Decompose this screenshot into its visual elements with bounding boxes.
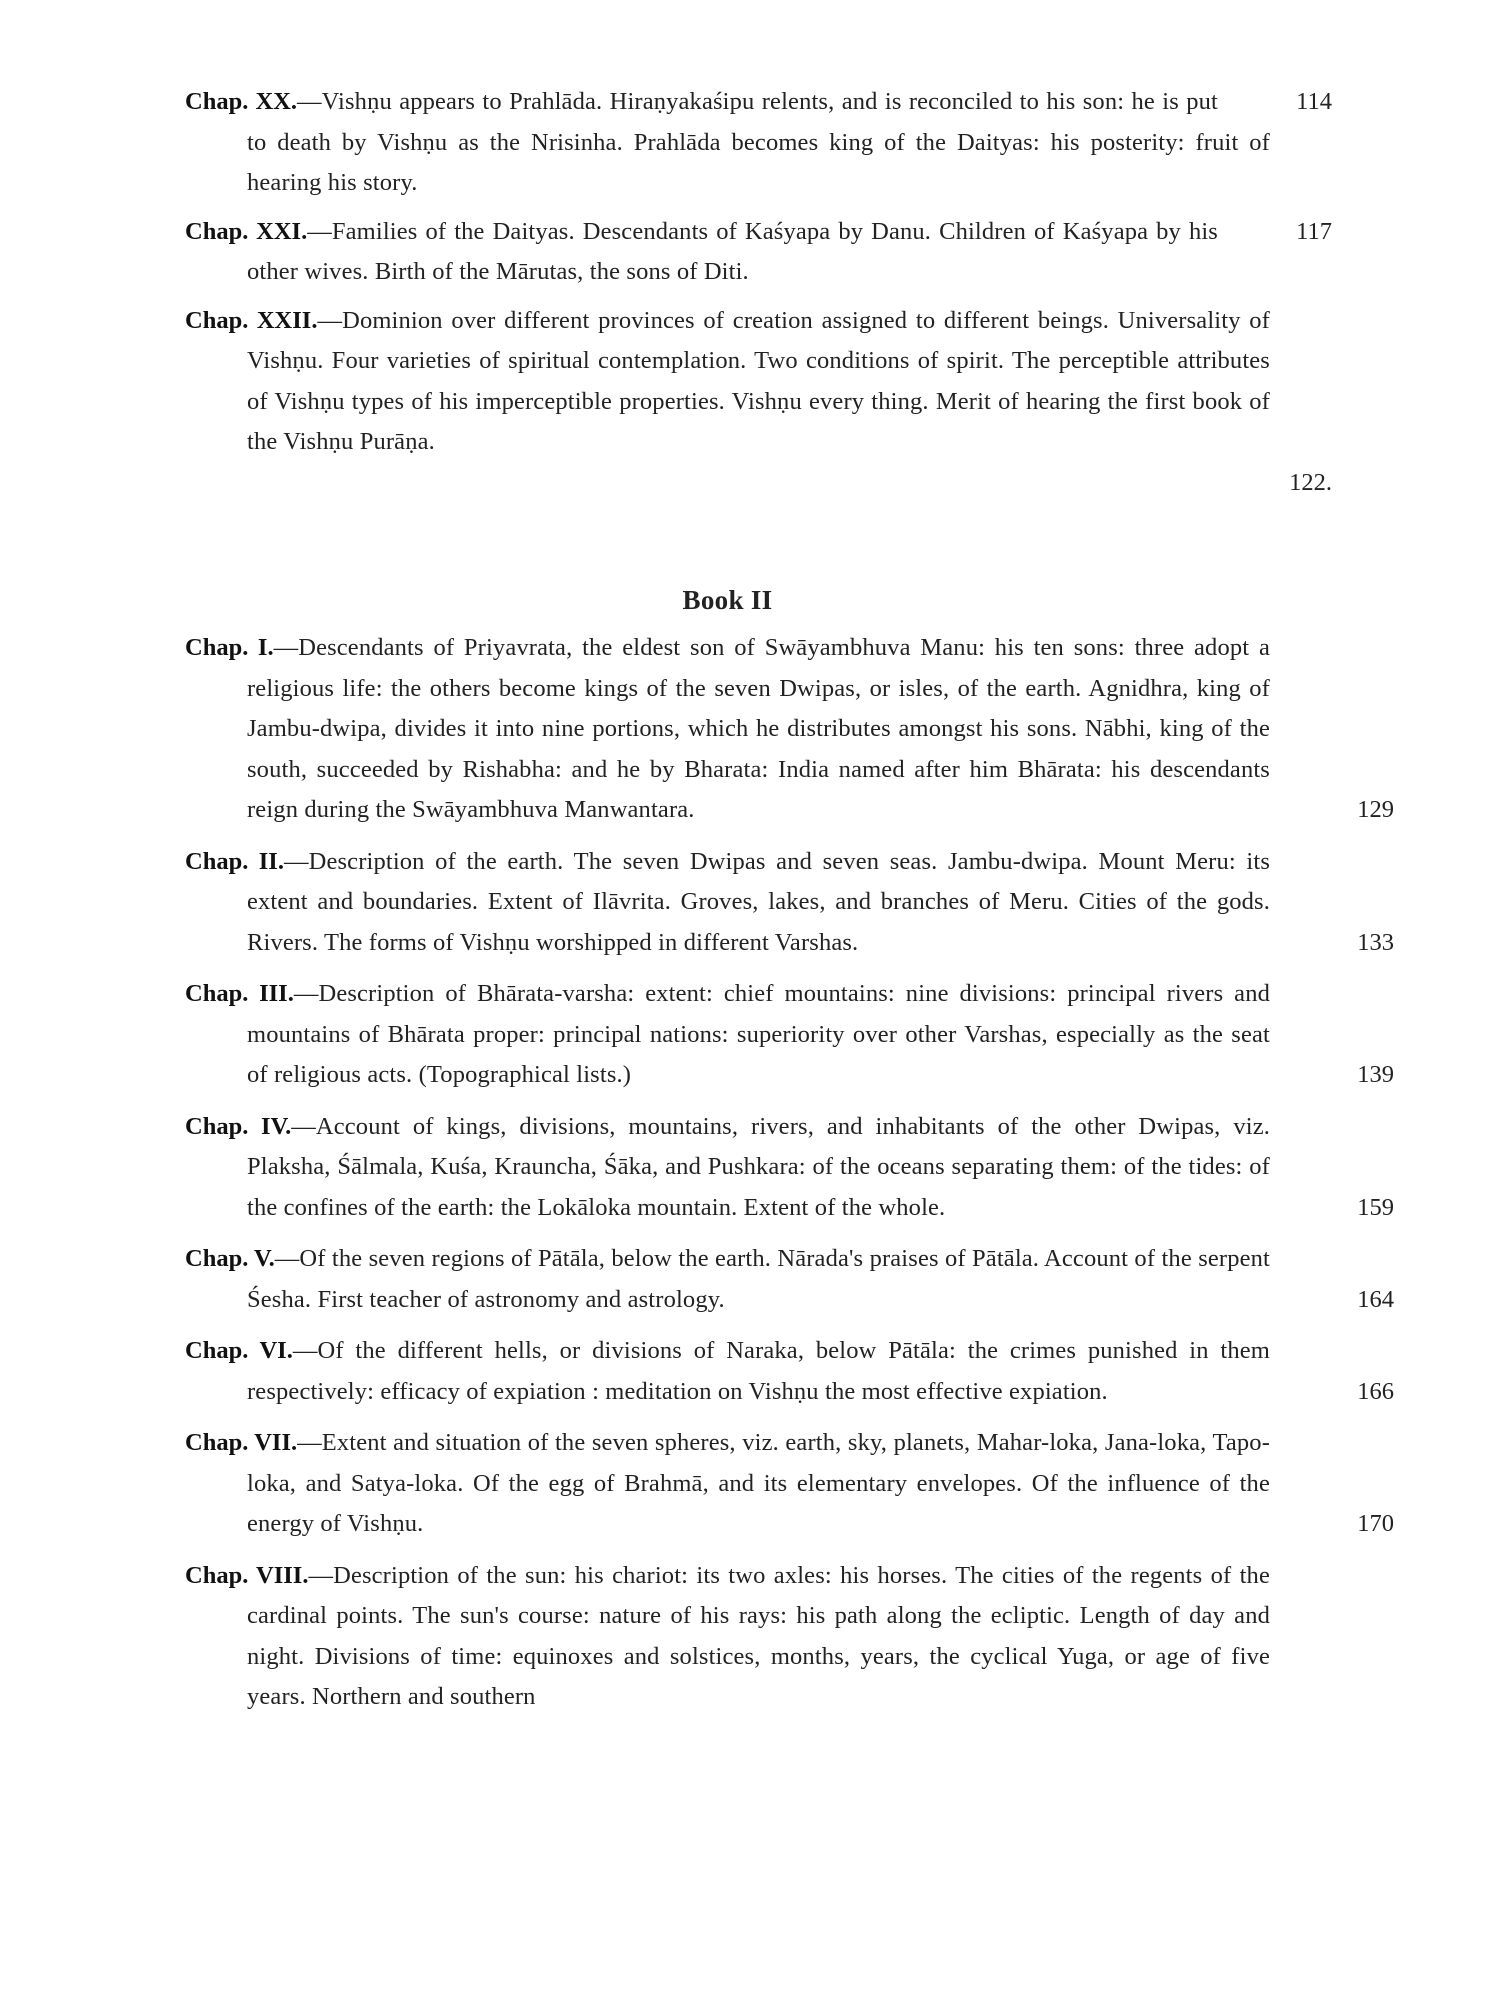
chapter-summary: —Extent and situation of the seven spheres, viz. earth, sky, planets, Mahar-loka, Jana-loka, Tapo-loka, and Satya-loka. Of the egg of Brahmā, and its elementary envelopes. Of the influence of the energy of Vishṇu.: [247, 1429, 1271, 1537]
page-number: 139: [1357, 1061, 1394, 1088]
chapter-label: Chap. VIII.: [185, 1561, 309, 1589]
chapter-entry: [185, 1423, 1394, 1545]
book-one-continued: [185, 82, 1332, 503]
chapter-summary: —Vishṇu appears to Prahlāda. Hiraṇyakaśipu relents, and is reconciled to his son: he is put to death by Vishṇu as the Nrisinha. Prahlāda becomes king of the Daityas: his posterity: fruit of hearing his story.: [247, 88, 1270, 196]
page-number: 170: [1357, 1510, 1394, 1537]
contents-page: [185, 82, 1394, 1729]
chapter-summary: —Description of Bhārata-varsha: extent: chief mountains: nine divisions: principal rivers and mountains of Bhārata proper: principal nations: superiority over other Varshas, especially as the seat of religious acts. (Topographical lists.): [247, 980, 1270, 1088]
chapter-label: Chap. VI.: [185, 1337, 293, 1364]
page-number: 164: [1357, 1285, 1394, 1313]
chapter-summary: —Descendants of Priyavrata, the eldest son of Swāyambhuva Manu: his ten sons: three adopt a religious life: the others become kings of the seven Dwipas, or isles, of the earth. Agnidhra, king of Jambu-dwipa, divides it into nine portions, which he distributes amongst his sons. Nābhi, king of the south, succeeded by Rishabha: and he by Bharata: India named after him Bhārata: his descendants reign during the Swāyambhuva Manwantara.: [247, 634, 1270, 823]
chapter-label: Chap. IV.: [185, 1112, 292, 1140]
chapter-summary: —Account of kings, divisions, mountains, rivers, and inhabitants of the other Dwipas, viz. Plaksha, Śālmala, Kuśa, Krauncha, Śāka, and Pushkara: of the oceans separating them: of the tides: of the confines of the earth: the Lokāloka mountain. Extent of the whole.: [247, 1112, 1270, 1221]
page-number: 166: [1357, 1377, 1394, 1405]
chapter-summary: —Description of the earth. The seven Dwipas and seven seas. Jambu-dwipa. Mount Meru: its extent and boundaries. Extent of Ilāvrita. Groves, lakes, and branches of Meru. Cities of the gods. Rivers. The forms of Vishṇu worshipped in different Varshas.: [247, 847, 1271, 956]
chapter-summary: —Description of the sun: his chariot: its two axles: his horses. The cities of the regents of the cardinal points. The sun's course: nature of his rays: his path along the ecliptic. Length of day and night. Divisions of time: equinoxes and solstices, months, years, the cyclical Yuga, or age of five years. Northern and southern: [247, 1561, 1270, 1710]
page-number: 114: [1296, 88, 1332, 115]
chapter-summary: —Of the seven regions of Pātāla, below the earth. Nārada's praises of Pātāla. Account of the serpent Śesha. First teacher of astronomy and astrology.: [247, 1245, 1270, 1313]
chapter-label: Chap. XXII.: [185, 306, 318, 334]
chapter-summary: —Dominion over different provinces of creation assigned to different beings. Universality of Vishṇu. Four varieties of spiritual contemplation. Two conditions of spirit. The perceptible attributes of Vishṇu types of his imperceptible properties. Vishṇu every thing. Merit of hearing the first book of the Vishṇu Purāṇa.: [247, 306, 1270, 455]
chapter-entry: [185, 212, 1332, 293]
book-two-contents: [185, 628, 1394, 1718]
chapter-entry: [185, 301, 1332, 504]
chapter-summary: —Families of the Daityas. Descendants of Kaśyapa by Danu. Children of Kaśyapa by his other wives. Birth of the Mārutas, the sons of Diti.: [247, 217, 1218, 285]
page-number: 122.: [1289, 468, 1332, 496]
chapter-entry: [185, 1331, 1394, 1412]
chapter-summary: —Of the different hells, or divisions of Naraka, below Pātāla: the crimes punished in them respectively: efficacy of expiation : meditation on Vishṇu the most effective expiation.: [247, 1337, 1271, 1405]
book-heading: Book II: [682, 585, 773, 615]
page-number: 159: [1357, 1193, 1394, 1221]
chapter-label: Chap. XXI.: [185, 217, 308, 245]
chapter-entry: [185, 1239, 1394, 1320]
page-number: 129: [1357, 796, 1394, 823]
chapter-label: Chap. III.: [185, 980, 294, 1007]
chapter-label: Chap. VII.: [185, 1429, 298, 1456]
chapter-entry: [185, 1556, 1270, 1718]
page-number: 117: [1296, 217, 1332, 245]
page-number: 133: [1357, 928, 1394, 956]
chapter-entry: [185, 974, 1394, 1096]
chapter-label: Chap. V.: [185, 1245, 275, 1272]
chapter-entry: [185, 628, 1394, 831]
chapter-entry: [185, 842, 1394, 964]
chapter-label: Chap. I.: [185, 634, 274, 661]
chapter-label: Chap. II.: [185, 847, 284, 875]
chapter-label: Chap. XX.: [185, 88, 298, 115]
chapter-entry: [185, 1107, 1394, 1229]
chapter-entry: [185, 82, 1332, 204]
